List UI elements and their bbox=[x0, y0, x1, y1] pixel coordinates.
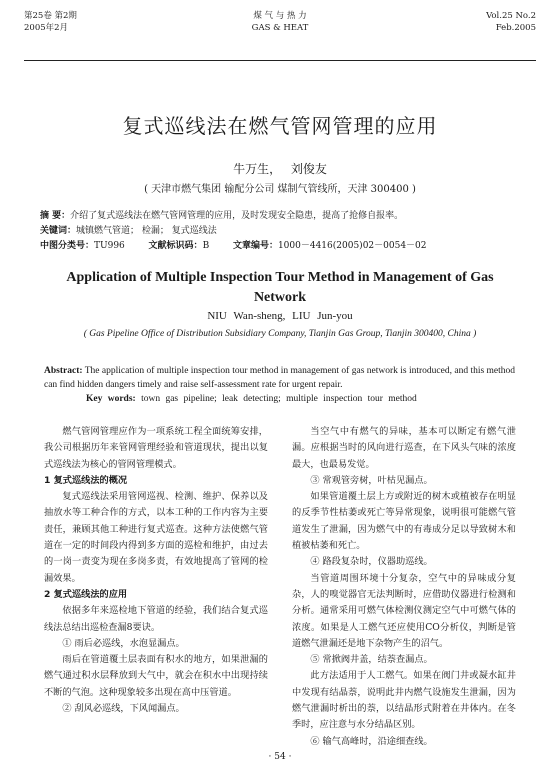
authors-en: NIU Wan-sheng, LIU Jun-you bbox=[207, 310, 353, 322]
abstract-cn bbox=[40, 210, 520, 223]
section-heading: 1 复式巡线法的概况 bbox=[44, 474, 128, 486]
article-no-value: 1000－4416(2005)02－0054－02 bbox=[277, 241, 427, 251]
section-heading: 2 复式巡线法的应用 bbox=[44, 588, 128, 600]
paper-title-en: Application of Multiple Inspection Tour Method in Management of Gas Network bbox=[66, 270, 494, 305]
keywords-en-text: town gas pipeline; leak detecting; multiple inspection tour method bbox=[141, 394, 417, 404]
keywords-cn bbox=[40, 225, 520, 238]
issue-volume: 第25卷 第2期 bbox=[24, 11, 77, 21]
keywords-cn-label: 关键词： bbox=[40, 226, 77, 236]
journal-name-en: GAS & HEAT bbox=[251, 23, 309, 33]
body-paragraph: 此方法适用于人工燃气。如果在阀门井或凝水缸井中发现有结晶萘，说明此井内燃气设施发生泄漏，因为燃气泄漏时析出的萘，以结晶形式附着在井体内。在冬季时，应注意与水分结晶区别。 bbox=[292, 670, 516, 731]
body-paragraph: ⑥ 输气高峰时，沿途细查线。 bbox=[310, 735, 433, 747]
body-paragraph: ⑤ 常掀阀井盖，结萘查漏点。 bbox=[310, 654, 433, 666]
affiliation-en: ( Gas Pipeline Office of Distribution Subsidiary Company, Tianjin Gas Group, Tianjin 300400, China ) bbox=[83, 329, 477, 339]
body-paragraph: 依据多年来巡检地下管道的经验，我们结合复式巡线法总结出巡检查漏8要诀。 bbox=[44, 605, 268, 633]
keywords-en-label: Key words: bbox=[86, 394, 136, 404]
body-paragraph: 当管道周围环境十分复杂，空气中的异味成分复杂，人的嗅觉器官无法判断时，应借助仪器进行检测和分析。通常采用可燃气体检测仪测定空气中可燃气体的浓度。如果是人工燃气还应使用CO分析仪，判断是管道燃气泄漏还是地下杂物产生的沼气。 bbox=[292, 572, 516, 649]
issue-volume-en: Vol.25 No.2 bbox=[486, 11, 536, 21]
issue-info-en bbox=[486, 10, 536, 34]
header-divider bbox=[24, 60, 536, 61]
body-paragraph: 燃气管网管理应作为一项系统工程全面统筹安排，我公司根据历年来管网管理经验和管道现状，提出以复式巡线法为核心的管网管理模式。 bbox=[44, 426, 268, 470]
page-number: · 54 · bbox=[268, 752, 292, 762]
body-column-right bbox=[292, 424, 516, 750]
body-paragraph: 当空气中有燃气的异味，基本可以断定有燃气泄漏。应根据当时的风向进行巡查，在下风头气味的浓度最大，也最易发觉。 bbox=[292, 426, 516, 470]
abstract-cn-label: 摘 要： bbox=[40, 211, 71, 221]
body-paragraph: 复式巡线法采用管网巡视、检测、维护、保养以及抽放水等工种合作的方式，以本工种的工作内容为主要责任，兼顾其他工种进行复式巡查。这种方法使燃气管道在一定的时间段内得到多方面的巡检和维护，由过去的一岗一责变为现在多岗多责，有效地提高了管网的检漏效果。 bbox=[44, 491, 268, 584]
body-paragraph: ② 刮风必巡线，下风闻漏点。 bbox=[62, 703, 185, 715]
clc-label: 中图分类号： bbox=[40, 241, 95, 251]
clc-value: TU996 bbox=[94, 241, 125, 251]
body-paragraph: ④ 路段复杂时，仪器助巡线。 bbox=[310, 556, 433, 568]
abstract-cn-text: 介绍了复式巡线法在燃气管网管理的应用，及时发现安全隐患，提高了抢修自报率。 bbox=[70, 211, 404, 221]
issue-date-en: Feb.2005 bbox=[495, 23, 536, 33]
keywords-en bbox=[86, 394, 516, 404]
running-header bbox=[24, 10, 536, 50]
doc-code-label: 文献标识码： bbox=[148, 241, 203, 251]
journal-name-cn: 煤 气 与 热 力 bbox=[253, 11, 307, 21]
abstract-en-label: Abstract: bbox=[44, 366, 83, 376]
affiliation-cn: ( 天津市燃气集团 输配分公司 煤制气管线所，天津 300400 ) bbox=[144, 184, 416, 195]
body-paragraph: 雨后在管道覆土层表面有积水的地方，如果泄漏的燃气通过积水层释放到大气中，就会在积水中出现持续不断的气泡。这种现象较多出现在高中压管道。 bbox=[44, 654, 268, 698]
article-no-label: 文章编号： bbox=[232, 241, 278, 251]
doc-code-value: B bbox=[202, 241, 210, 251]
body-column-left bbox=[44, 424, 268, 717]
body-paragraph: ① 雨后必巡线，水泡显漏点。 bbox=[62, 637, 185, 649]
classification-line bbox=[40, 240, 520, 253]
abstract-en-text: The application of multiple inspection tour method in management of gas network is introduced, and this method can find hidden dangers timely and raise self-assessment rate for urgent repair. bbox=[44, 366, 516, 390]
issue-date: 2005年2月 bbox=[24, 23, 69, 33]
authors-cn: 牛万生， 刘俊友 bbox=[233, 162, 327, 176]
journal-name bbox=[24, 10, 536, 34]
body-paragraph: ③ 常观管旁树，叶枯见漏点。 bbox=[310, 474, 433, 486]
paper-title-cn: 复式巡线法在燃气管网管理的应用 bbox=[122, 114, 438, 138]
keywords-cn-text: 城镇燃气管道； 检漏； 复式巡线法 bbox=[76, 226, 217, 236]
abstract-en bbox=[44, 364, 516, 392]
body-paragraph: 如果管道覆土层上方或附近的树木或植被存在明显的反季节性枯萎或死亡等异常现象，说明很可能燃气管道发生了泄漏，因为燃气中的有毒成分足以导致树木和植被枯萎和死亡。 bbox=[292, 491, 516, 552]
